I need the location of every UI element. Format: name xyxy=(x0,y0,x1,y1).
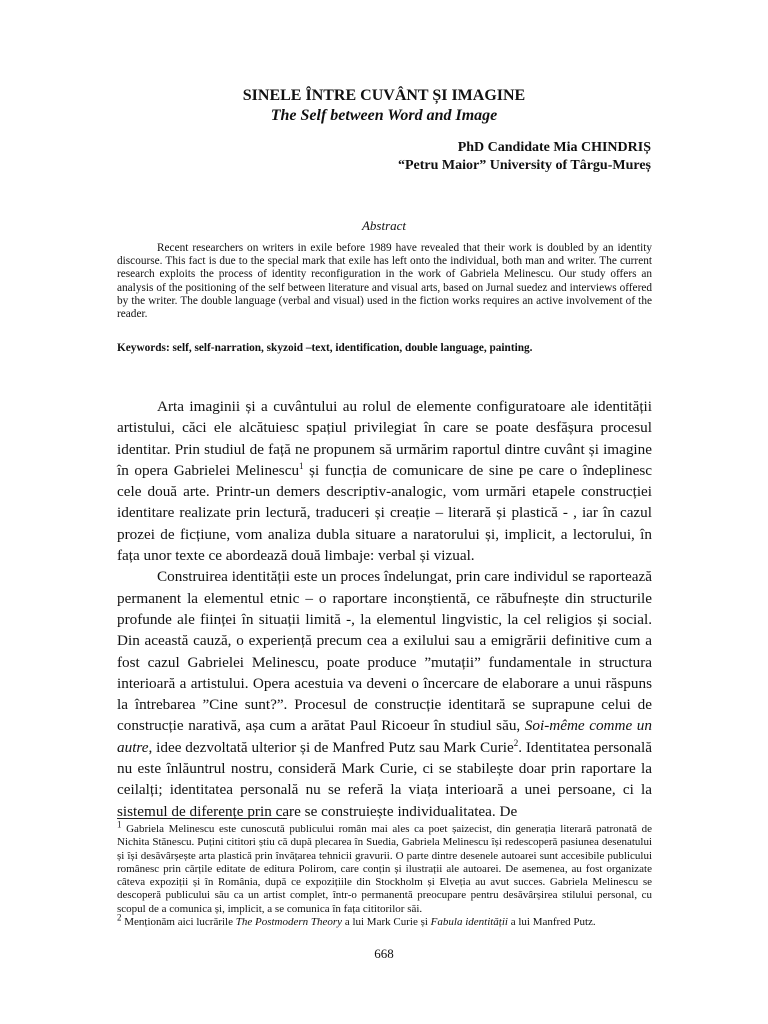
footnotes xyxy=(117,819,652,929)
abstract-heading: Abstract xyxy=(361,218,407,233)
body-paragraph-1 xyxy=(117,396,652,566)
footnote-2 xyxy=(117,912,652,929)
author-line: PhD Candidate Mia CHINDRIȘ xyxy=(457,140,651,155)
paper-subtitle: The Self between Word and Image xyxy=(270,107,498,124)
body-text-span: . Identitatea personală nu este înlăuntrul nostru, consideră Mark Curie, ci se stabilește doar prin raportare la ceilalți; identitatea personală nu se referă la viața interioară a unei persoane, ci la sistemul de diferențe prin care se construiește individualitatea. De xyxy=(117,738,652,820)
keywords-list: : self, self-narration, skyzoid –text, identification, double language, painting. xyxy=(165,342,533,354)
footnote-ref-2: 2 xyxy=(513,737,519,748)
footnote-book-title: The Postmodern Theory xyxy=(235,916,343,929)
footnote-book-title: Fabula identității xyxy=(430,916,508,929)
footnote-text: a lui Mark Curie și xyxy=(342,916,431,929)
footnote-mark: 2 xyxy=(117,912,122,923)
keywords-label: Keywords xyxy=(117,342,166,354)
footnote-separator xyxy=(117,818,287,819)
page-number: 668 xyxy=(374,946,394,961)
body-text-span: Arta imaginii și a cuvântului au rolul de elemente configuratoare ale identității artistului, căci ele alcătuiesc spațiul privilegiat în care se poate desfășura procesul identitar. Prin studiul de față ne propunem să urmărim raportul dintre cuvânt și imagine în opera Gabrielei Melinescu xyxy=(117,398,652,479)
body-text-span: Construirea identității este un proces îndelungat, prin care individul se raportează permanent la elementul etnic – o raportare inconștientă, ce răbufnește din structurile profunde ale ființei în situații limită -, la elementul lingvistic, la cel religios și social. Din această cauză, o experiență precum cea a exilului sau a emigrării definitive cum a fost cazul Gabrielei Melinescu, poate produce ”mutații” fundamentale in structura interioară a artistului. Opera acestuia va deveni o încercare de elaborare a unui răspuns la întrebarea ”Cine sunt?”. Procesul de construcție identitară se suprapune celui de construcție narativă, așa cum a arătat Paul Ricoeur în studiul său, xyxy=(117,568,652,735)
abstract-text: Recent researchers on writers in exile before 1989 have revealed that their work is doubled by an identity discourse. This fact is due to the special mark that exile has left onto the individual, both man and writer. The current research exploits the process of identity reconfiguration in the work of Gabriela Melinescu. Our study offers an analysis of the positioning of the self between literature and visual arts, based on Jurnal suedez and interviews offered by the writer. The double language (verbal and visual) used in the fiction works requires an active involvement of the reader. xyxy=(117,242,652,321)
body-text-span: și funcția de comunicare de sine pe care o îndeplinesc cele două arte. Printr-un demers descriptiv-analogic, vom urmări etapele construcției identitare realizate prin lectură, traduceri și creație – literară și plastică - , iar în cazul prozei de ficțiune, vom analiza dubla situare a naratorului și, implicit, a lectorului, în fața unor texte ce abordează două limbaje: verbal și vizual. xyxy=(117,461,652,565)
book-title-italic: Soi-même comme un autre xyxy=(117,717,652,756)
footnote-1 xyxy=(117,819,652,916)
footnote-text: Menționăm aici lucrările xyxy=(121,916,236,929)
body-text-span: , idee dezvoltată ulterior și de Manfred Putz sau Mark Curie xyxy=(148,738,514,756)
body-text xyxy=(117,396,652,822)
body-paragraph-2 xyxy=(117,566,652,822)
footnote-text: Gabriela Melinescu este cunoscută publicului român mai ales ca poet șaizecist, din generația literară patronată de Nichita Stănescu. Puțini cititori știu că după plecarea în Suedia, Gabriela Melinescu își redescoperă pasiunea desenatului și își desăvârșește arta plastică prin învățarea tehnicii gravurii. O parte dintre desenele autoarei sunt accesibile publicului românesc prin cărțile editate de editura Polirom, care conțin și ilustrații ale autoarei. De asemenea, au fost organizate câteva expoziții și în România, după ce expozițiile din Stockholm și Elveția au avut succes. Gabriela Melinescu se descoperă publicului său ca un artist complet, într-o permanentă preocupare pentru desăvârșirea stilului personal, cu scopul de a comunica și, implicit, a se comunica în fața cititorilor săi. xyxy=(117,823,652,915)
paper-title: SINELE ÎNTRE CUVÂNT ȘI IMAGINE xyxy=(242,87,526,104)
footnote-text: a lui Manfred Putz. xyxy=(507,916,596,929)
keywords xyxy=(117,341,652,355)
footnote-ref-1: 1 xyxy=(299,460,304,471)
footnote-mark: 1 xyxy=(117,819,122,830)
author-affiliation: “Petru Maior” University of Târgu-Mureș xyxy=(398,158,651,173)
